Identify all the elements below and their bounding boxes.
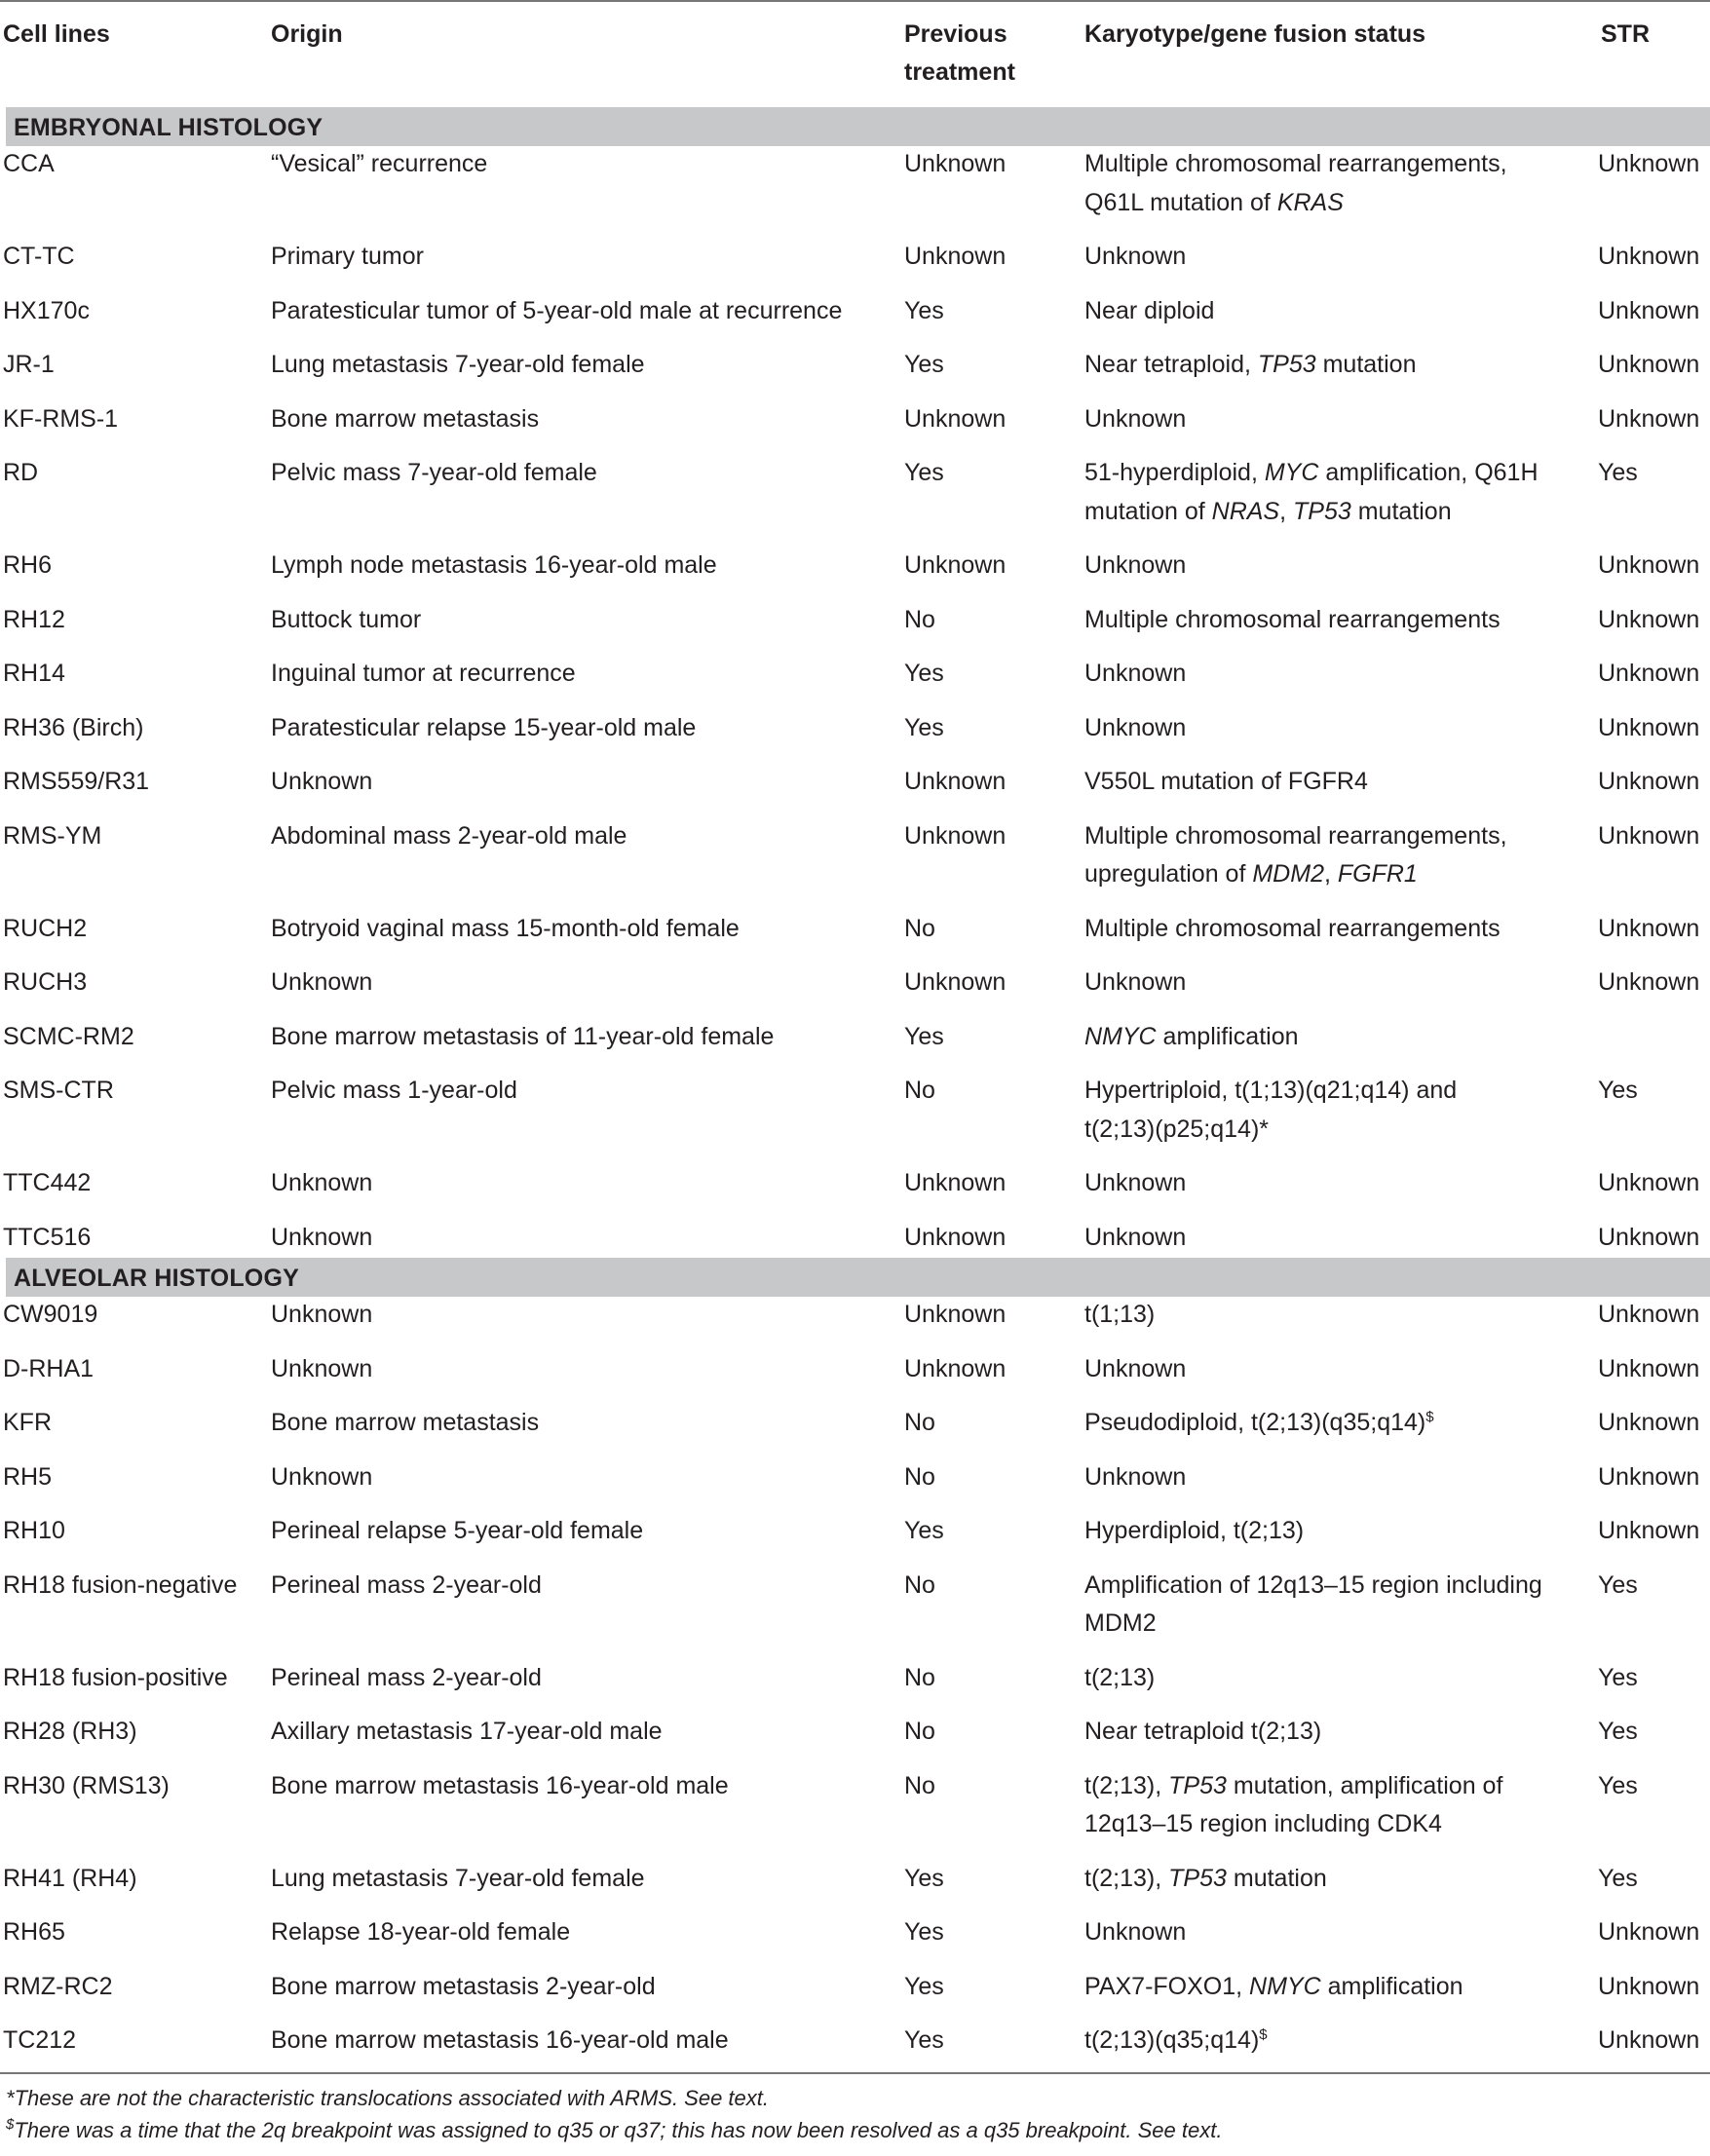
karyotype-line	[1084, 964, 1186, 1002]
treatment-cell: No	[904, 1570, 935, 1599]
karyotype-text: upregulation of	[1084, 860, 1253, 888]
origin-cell: Primary tumor	[271, 243, 424, 270]
karyotype-text: t(2;13),	[1084, 1864, 1169, 1892]
footnote-symbol: *	[6, 2086, 15, 2110]
str-cell: Unknown	[1598, 1169, 1700, 1196]
origin-cell: Unknown	[271, 1354, 373, 1382]
treatment-cell: Yes	[904, 713, 944, 741]
karyotype-line	[1084, 709, 1186, 748]
gene-name: NMYC	[1249, 1972, 1321, 2000]
origin-cell: Perineal relapse 5-year-old female	[271, 1517, 644, 1544]
karyotype-line	[1084, 400, 1186, 439]
karyotype-text: Unknown	[1084, 968, 1187, 996]
header-previous-treatment	[904, 16, 1015, 92]
karyotype-cell	[1084, 1164, 1186, 1203]
karyotype-line	[1084, 655, 1186, 694]
str-cell: Unknown	[1598, 1354, 1700, 1382]
karyotype-text: Unknown	[1084, 1462, 1187, 1491]
karyotype-line	[1084, 1404, 1434, 1443]
str-cell: Yes	[1598, 1570, 1638, 1599]
str-cell: Yes	[1598, 1864, 1638, 1892]
karyotype-line	[1084, 1605, 1542, 1644]
str-cell: Unknown	[1598, 404, 1700, 433]
treatment-cell: Yes	[904, 1918, 944, 1946]
footnote-symbol: $	[6, 2116, 15, 2133]
karyotype-line	[1084, 1219, 1186, 1258]
treatment-cell: Yes	[904, 1972, 944, 2000]
karyotype-text: mutation of	[1084, 497, 1212, 525]
karyotype-cell	[1084, 1567, 1542, 1644]
karyotype-line	[1084, 1164, 1186, 1203]
str-cell: Unknown	[1598, 968, 1700, 996]
karyotype-line	[1084, 493, 1539, 532]
karyotype-line	[1084, 1512, 1304, 1551]
treatment-cell: Unknown	[904, 243, 1007, 270]
gene-name: TP53	[1257, 351, 1316, 378]
origin-cell: Unknown	[271, 1169, 373, 1196]
karyotype-line	[1084, 1111, 1457, 1150]
karyotype-text: Multiple chromosomal rearrangements,	[1084, 821, 1507, 850]
karyotype-text: Near tetraploid t(2;13)	[1084, 1718, 1322, 1745]
gene-name: TP53	[1168, 1864, 1227, 1892]
cell-line-name: RUCH2	[3, 914, 88, 942]
treatment-cell: Unknown	[904, 1223, 1007, 1251]
header-treatment-line1: Previous	[904, 20, 1007, 48]
gene-name: KRAS	[1276, 188, 1344, 216]
origin-cell: Unknown	[271, 768, 373, 795]
karyotype-cell	[1084, 1458, 1186, 1497]
karyotype-cell	[1084, 1072, 1457, 1149]
karyotype-cell	[1084, 709, 1186, 748]
karyotype-text: t(2;13)(q35;q14)	[1084, 2026, 1260, 2054]
origin-cell: Unknown	[271, 1301, 373, 1328]
header-str: STR	[1601, 20, 1650, 48]
cell-line-name: RH28 (RH3)	[3, 1718, 137, 1745]
karyotype-cell	[1084, 346, 1416, 385]
karyotype-cell	[1084, 655, 1186, 694]
karyotype-cell	[1084, 1713, 1321, 1752]
karyotype-text: 12q13–15 region including CDK4	[1084, 1810, 1442, 1837]
origin-cell: Perineal mass 2-year-old	[271, 1570, 542, 1599]
section-label: ALVEOLAR HISTOLOGY	[14, 1265, 299, 1292]
table-header	[0, 0, 1710, 90]
table-bottom-rule	[0, 2072, 1710, 2074]
karyotype-text: Multiple chromosomal rearrangements,	[1084, 150, 1507, 177]
karyotype-text: Near diploid	[1084, 296, 1215, 324]
karyotype-cell	[1084, 1350, 1186, 1389]
karyotype-line	[1084, 855, 1507, 894]
cell-line-name: CW9019	[3, 1301, 98, 1328]
str-cell: Yes	[1598, 1077, 1638, 1104]
str-cell: Unknown	[1598, 1918, 1700, 1946]
cell-line-name: RUCH3	[3, 968, 88, 996]
karyotype-text: Q61L mutation of	[1084, 188, 1277, 216]
str-cell: Unknown	[1598, 1972, 1700, 2000]
str-cell: Unknown	[1598, 1223, 1700, 1251]
gene-name: TP53	[1168, 1771, 1227, 1799]
karyotype-cell	[1084, 400, 1186, 439]
footnote	[6, 2115, 1222, 2146]
gene-name: TP53	[1293, 497, 1351, 525]
str-cell: Unknown	[1598, 1301, 1700, 1328]
origin-cell: Pelvic mass 1-year-old	[271, 1077, 517, 1104]
karyotype-cell	[1084, 910, 1501, 949]
karyotype-text: Pseudodiploid, t(2;13)(q35;q14)	[1084, 1409, 1426, 1436]
treatment-cell: No	[904, 605, 935, 633]
treatment-cell: Yes	[904, 1517, 944, 1544]
origin-cell: Bone marrow metastasis	[271, 1409, 540, 1436]
origin-cell: Perineal mass 2-year-old	[271, 1663, 542, 1691]
karyotype-text: ,	[1323, 860, 1338, 888]
karyotype-text: Unknown	[1084, 1918, 1187, 1946]
cell-line-name: RH41 (RH4)	[3, 1864, 137, 1892]
origin-cell: Lung metastasis 7-year-old female	[271, 351, 645, 378]
cell-line-name: RH10	[3, 1517, 65, 1544]
karyotype-line	[1084, 1767, 1502, 1806]
karyotype-cell	[1084, 1767, 1502, 1844]
karyotype-line	[1084, 1018, 1299, 1057]
cell-line-name: KF-RMS-1	[3, 404, 119, 433]
str-cell: Yes	[1598, 1718, 1638, 1745]
karyotype-line	[1084, 1567, 1542, 1606]
str-cell: Yes	[1598, 459, 1638, 486]
karyotype-text: mutation	[1226, 1864, 1327, 1892]
karyotype-cell	[1084, 454, 1539, 531]
cell-line-name: RMZ-RC2	[3, 1972, 113, 2000]
karyotype-text: Hyperdiploid, t(2;13)	[1084, 1517, 1305, 1544]
karyotype-line	[1084, 1860, 1327, 1899]
origin-cell: Botryoid vaginal mass 15-month-old female	[271, 914, 740, 942]
str-cell: Unknown	[1598, 551, 1700, 579]
origin-cell: Bone marrow metastasis 16-year-old male	[271, 2026, 729, 2054]
treatment-cell: No	[904, 914, 935, 942]
karyotype-text: ,	[1279, 497, 1294, 525]
cell-line-name: CT-TC	[3, 243, 75, 270]
str-cell: Unknown	[1598, 150, 1700, 177]
cell-line-name: TC212	[3, 2026, 77, 2054]
str-cell: Unknown	[1598, 768, 1700, 795]
karyotype-text: Multiple chromosomal rearrangements	[1084, 914, 1501, 942]
origin-cell: Axillary metastasis 17-year-old male	[271, 1718, 663, 1745]
karyotype-cell	[1084, 1296, 1155, 1335]
karyotype-line	[1084, 1968, 1463, 2007]
cell-line-name: RH36 (Birch)	[3, 713, 144, 741]
treatment-cell: Unknown	[904, 1301, 1007, 1328]
karyotype-cell	[1084, 1018, 1299, 1057]
cell-line-name: RMS-YM	[3, 821, 102, 850]
karyotype-text: Unknown	[1084, 243, 1187, 270]
karyotype-line	[1084, 1913, 1186, 1952]
karyotype-line	[1084, 817, 1507, 856]
origin-cell: Paratesticular relapse 15-year-old male	[271, 713, 697, 741]
treatment-cell: Unknown	[904, 768, 1007, 795]
karyotype-text: Unknown	[1084, 1169, 1187, 1196]
str-cell: Unknown	[1598, 2026, 1700, 2054]
karyotype-cell	[1084, 547, 1186, 586]
karyotype-line	[1084, 2022, 1268, 2061]
str-cell: Unknown	[1598, 914, 1700, 942]
karyotype-line	[1084, 238, 1186, 277]
treatment-cell: No	[904, 1663, 935, 1691]
karyotype-text: t(1;13)	[1084, 1301, 1156, 1328]
karyotype-cell	[1084, 1219, 1186, 1258]
str-cell: Unknown	[1598, 660, 1700, 687]
origin-cell: Abdominal mass 2-year-old male	[271, 821, 627, 850]
cell-line-name: SMS-CTR	[3, 1077, 114, 1104]
karyotype-text: Multiple chromosomal rearrangements	[1084, 605, 1501, 633]
origin-cell: Bone marrow metastasis	[271, 404, 540, 433]
str-cell: Unknown	[1598, 605, 1700, 633]
str-cell: Unknown	[1598, 821, 1700, 850]
cell-line-name: TTC442	[3, 1169, 92, 1196]
footnote-mark: $	[1259, 2026, 1268, 2043]
cell-line-name: D-RHA1	[3, 1354, 95, 1382]
section-header	[6, 107, 1710, 146]
str-cell: Unknown	[1598, 243, 1700, 270]
treatment-cell: Unknown	[904, 821, 1007, 850]
treatment-cell: Unknown	[904, 1169, 1007, 1196]
karyotype-line	[1084, 184, 1507, 223]
treatment-cell: Unknown	[904, 404, 1007, 433]
footnote-text: There was a time that the 2q breakpoint was assigned to q35 or q37; this has now been resolved as a q35 breakpoint. See text.	[14, 2118, 1223, 2142]
karyotype-text: V550L mutation of FGFR4	[1084, 768, 1368, 795]
karyotype-cell	[1084, 763, 1368, 802]
karyotype-line	[1084, 292, 1214, 331]
karyotype-line	[1084, 1458, 1186, 1497]
karyotype-text: mutation, amplification of	[1226, 1771, 1503, 1799]
karyotype-line	[1084, 601, 1501, 640]
origin-cell: Lymph node metastasis 16-year-old male	[271, 551, 717, 579]
treatment-cell: Unknown	[904, 1354, 1007, 1382]
origin-cell: Lung metastasis 7-year-old female	[271, 1864, 645, 1892]
karyotype-cell	[1084, 601, 1501, 640]
treatment-cell: Yes	[904, 2026, 944, 2054]
karyotype-text: mutation	[1315, 351, 1417, 378]
karyotype-text: Unknown	[1084, 1354, 1187, 1382]
karyotype-text: Unknown	[1084, 551, 1187, 579]
treatment-cell: Unknown	[904, 968, 1007, 996]
karyotype-cell	[1084, 817, 1507, 894]
cell-line-name: HX170c	[3, 296, 90, 324]
karyotype-cell	[1084, 292, 1214, 331]
karyotype-cell	[1084, 1512, 1304, 1551]
cell-line-name: RH18 fusion-negative	[3, 1570, 238, 1599]
section-header	[6, 1258, 1710, 1297]
karyotype-line	[1084, 145, 1507, 184]
header-treatment-line2: treatment	[904, 58, 1015, 86]
str-cell: Unknown	[1598, 1462, 1700, 1491]
karyotype-cell	[1084, 1913, 1186, 1952]
karyotype-text: 51-hyperdiploid,	[1084, 459, 1265, 486]
treatment-cell: No	[904, 1771, 935, 1799]
karyotype-text: MDM2	[1084, 1609, 1157, 1637]
treatment-cell: Yes	[904, 296, 944, 324]
treatment-cell: No	[904, 1409, 935, 1436]
cell-line-name: JR-1	[3, 351, 55, 378]
header-karyotype: Karyotype/gene fusion status	[1084, 20, 1426, 48]
karyotype-text: Unknown	[1084, 660, 1187, 687]
origin-cell: Buttock tumor	[271, 605, 422, 633]
treatment-cell: Yes	[904, 351, 944, 378]
gene-name: MDM2	[1252, 860, 1324, 888]
cell-line-name: RH30 (RMS13)	[3, 1771, 170, 1799]
karyotype-line	[1084, 1659, 1155, 1698]
section-label: EMBRYONAL HISTOLOGY	[14, 114, 323, 141]
karyotype-text: amplification	[1320, 1972, 1463, 2000]
karyotype-cell	[1084, 2022, 1268, 2061]
str-cell: Unknown	[1598, 1517, 1700, 1544]
karyotype-cell	[1084, 238, 1186, 277]
karyotype-cell	[1084, 1659, 1155, 1698]
cell-line-name: SCMC-RM2	[3, 1022, 134, 1050]
str-cell: Unknown	[1598, 351, 1700, 378]
cell-line-name: RH6	[3, 551, 53, 579]
origin-cell: Bone marrow metastasis of 11-year-old female	[271, 1022, 775, 1050]
gene-name: MYC	[1264, 459, 1319, 486]
footnote	[6, 2083, 769, 2114]
karyotype-line	[1084, 1296, 1155, 1335]
cell-line-name: TTC516	[3, 1223, 92, 1251]
origin-cell: Unknown	[271, 968, 373, 996]
karyotype-line	[1084, 1713, 1321, 1752]
karyotype-line	[1084, 1805, 1502, 1844]
str-cell: Unknown	[1598, 713, 1700, 741]
treatment-cell: Yes	[904, 459, 944, 486]
karyotype-text: PAX7-FOXO1,	[1084, 1972, 1250, 2000]
treatment-cell: Yes	[904, 1022, 944, 1050]
origin-cell: “Vesical” recurrence	[271, 150, 488, 177]
karyotype-text: Hypertriploid, t(1;13)(q21;q14) and	[1084, 1077, 1458, 1104]
gene-name: FGFR1	[1337, 860, 1418, 888]
str-cell: Unknown	[1598, 296, 1700, 324]
treatment-cell: Unknown	[904, 150, 1007, 177]
origin-cell: Relapse 18-year-old female	[271, 1918, 571, 1946]
karyotype-line	[1084, 1072, 1457, 1111]
header-cell-lines: Cell lines	[3, 20, 110, 48]
karyotype-text: amplification	[1156, 1022, 1299, 1050]
cell-line-name: RH18 fusion-positive	[3, 1663, 228, 1691]
origin-cell: Unknown	[271, 1223, 373, 1251]
origin-cell: Bone marrow metastasis 2-year-old	[271, 1972, 656, 2000]
karyotype-text: Unknown	[1084, 1223, 1187, 1251]
footnote-text: These are not the characteristic translocations associated with ARMS. See text.	[14, 2086, 769, 2110]
karyotype-cell	[1084, 1404, 1434, 1443]
header-origin: Origin	[271, 20, 343, 48]
treatment-cell: No	[904, 1718, 935, 1745]
karyotype-line	[1084, 454, 1539, 493]
karyotype-text: t(2;13)	[1084, 1663, 1156, 1691]
cell-line-name: RMS559/R31	[3, 768, 150, 795]
karyotype-text: amplification, Q61H	[1318, 459, 1539, 486]
gene-name: NMYC	[1084, 1022, 1157, 1050]
karyotype-text: Near tetraploid,	[1084, 351, 1258, 378]
origin-cell: Paratesticular tumor of 5-year-old male at recurrence	[271, 296, 843, 324]
karyotype-line	[1084, 763, 1368, 802]
treatment-cell: Unknown	[904, 551, 1007, 579]
treatment-cell: No	[904, 1077, 935, 1104]
cell-line-name: RH5	[3, 1462, 53, 1491]
origin-cell: Bone marrow metastasis 16-year-old male	[271, 1771, 729, 1799]
cell-line-name: KFR	[3, 1409, 52, 1436]
footnote-mark: $	[1425, 1409, 1434, 1425]
karyotype-text: t(2;13),	[1084, 1771, 1169, 1799]
gene-name: NRAS	[1211, 497, 1280, 525]
cell-line-name: RH65	[3, 1918, 65, 1946]
karyotype-line	[1084, 1350, 1186, 1389]
origin-cell: Pelvic mass 7-year-old female	[271, 459, 597, 486]
karyotype-cell	[1084, 964, 1186, 1002]
karyotype-text: t(2;13)(p25;q14)*	[1084, 1115, 1270, 1143]
karyotype-cell	[1084, 145, 1507, 222]
karyotype-text: Amplification of 12q13–15 region including	[1084, 1570, 1542, 1599]
karyotype-text: Unknown	[1084, 713, 1187, 741]
treatment-cell: Yes	[904, 660, 944, 687]
karyotype-cell	[1084, 1860, 1327, 1899]
origin-cell: Unknown	[271, 1462, 373, 1491]
karyotype-text: Unknown	[1084, 404, 1187, 433]
cell-line-name: CCA	[3, 150, 55, 177]
cell-line-name: RH14	[3, 660, 65, 687]
treatment-cell: Yes	[904, 1864, 944, 1892]
karyotype-line	[1084, 910, 1501, 949]
treatment-cell: No	[904, 1462, 935, 1491]
str-cell: Yes	[1598, 1663, 1638, 1691]
karyotype-line	[1084, 346, 1416, 385]
cell-line-name: RH12	[3, 605, 65, 633]
karyotype-line	[1084, 547, 1186, 586]
origin-cell: Inguinal tumor at recurrence	[271, 660, 576, 687]
karyotype-text: mutation	[1350, 497, 1452, 525]
str-cell: Yes	[1598, 1771, 1638, 1799]
str-cell: Unknown	[1598, 1409, 1700, 1436]
cell-line-name: RD	[3, 459, 39, 486]
karyotype-cell	[1084, 1968, 1463, 2007]
